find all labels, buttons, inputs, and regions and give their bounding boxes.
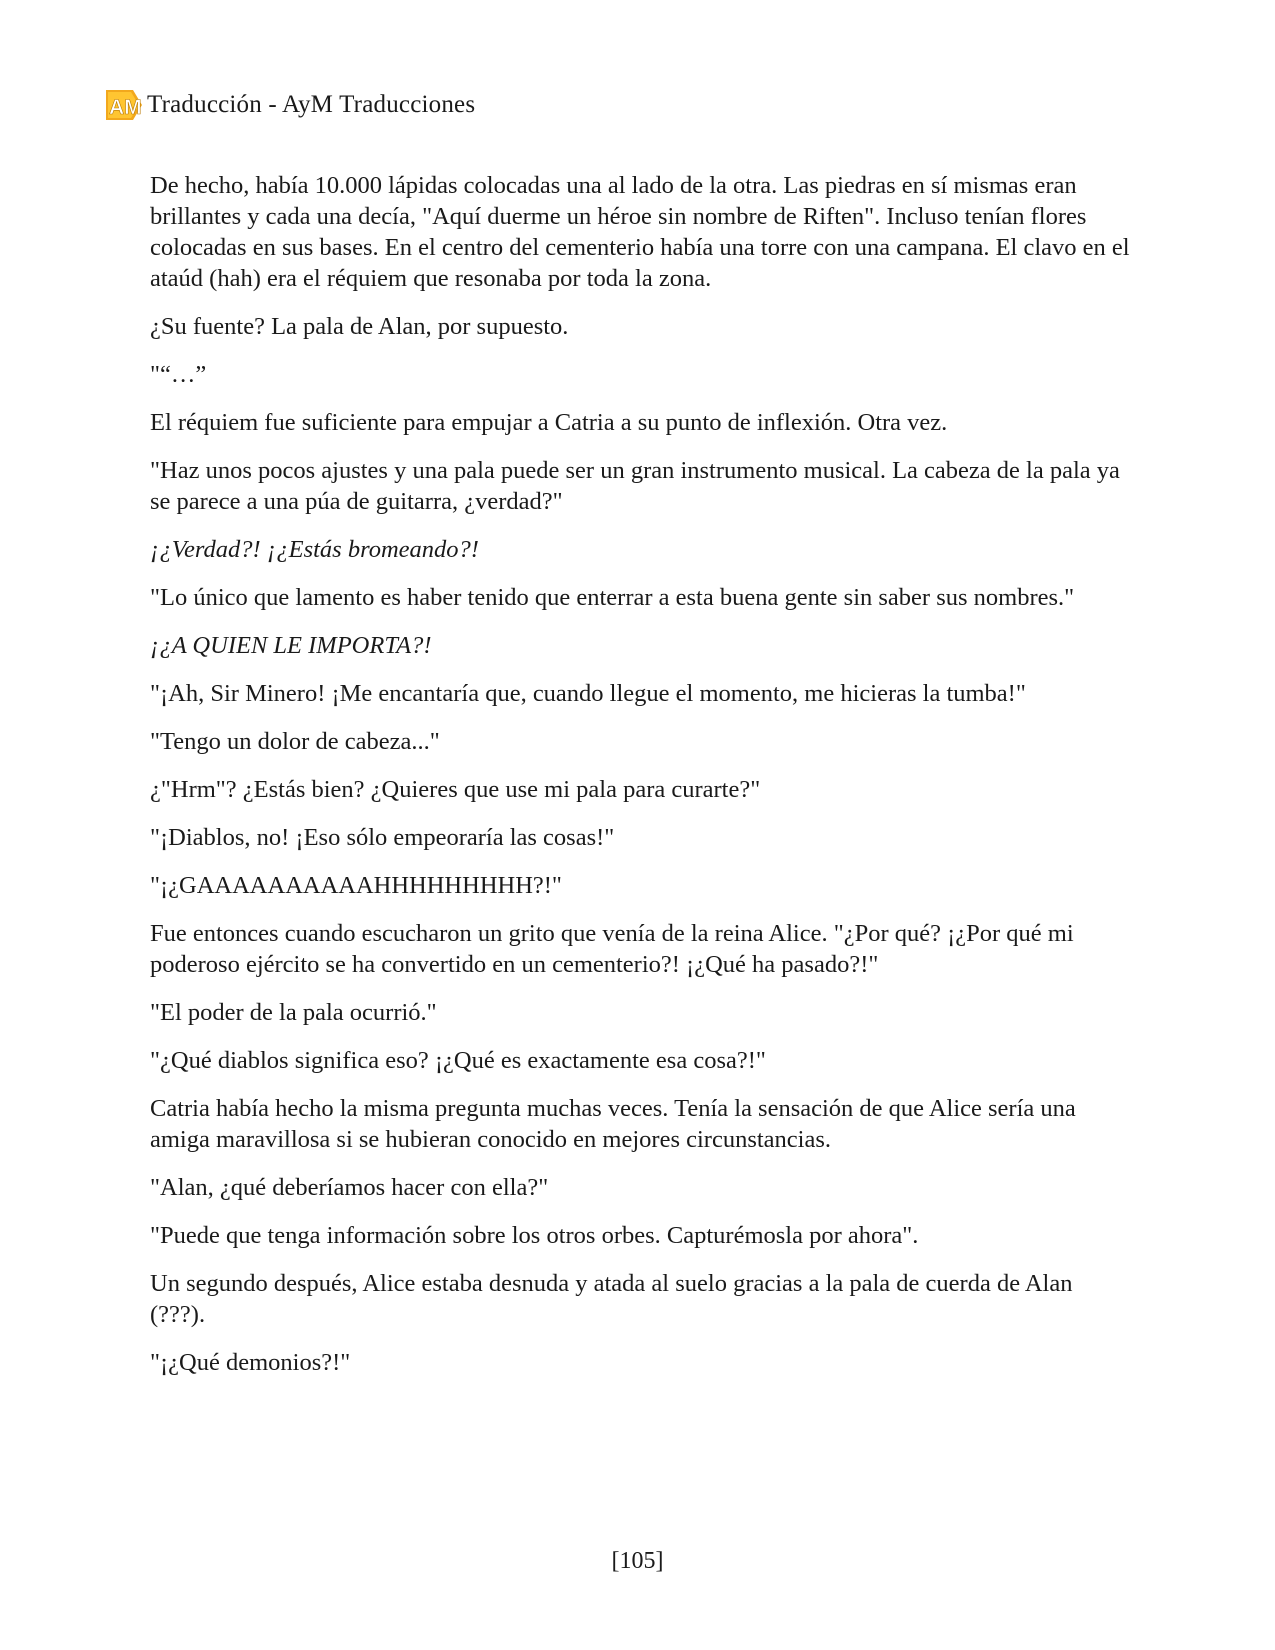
paragraph: "Alan, ¿qué deberíamos hacer con ella?" bbox=[150, 1174, 549, 1201]
svg-text:AM: AM bbox=[109, 96, 142, 119]
paragraph: "Lo único que lamento es haber tenido que enterrar a esta buena gente sin saber sus nombres." bbox=[150, 584, 1075, 611]
paragraph: "Puede que tenga información sobre los otros orbes. Capturémosla por ahora". bbox=[150, 1222, 919, 1249]
header-title: Traducción - AyM Traducciones bbox=[147, 91, 476, 118]
paragraph: "¡¿Qué demonios?!" bbox=[150, 1349, 351, 1376]
paragraph: "¡Ah, Sir Minero! ¡Me encantaría que, cuando llegue el momento, me hicieras la tumba!" bbox=[150, 680, 1026, 707]
paragraph: ¿"Hrm"? ¿Estás bien? ¿Quieres que use mi pala para curarte?" bbox=[150, 776, 761, 803]
paragraph: El réquiem fue suficiente para empujar a Catria a su punto de inflexión. Otra vez. bbox=[150, 409, 948, 436]
paragraph: ¿Su fuente? La pala de Alan, por supuesto. bbox=[150, 313, 569, 340]
page-number: [105] bbox=[611, 1548, 664, 1574]
paragraph: Catria había hecho la misma pregunta muchas veces. Tenía la sensación de que Alice sería una amiga maravillosa si se hubieran conocido en mejores circunstancias. bbox=[150, 1095, 1076, 1153]
paragraph: "El poder de la pala ocurrió." bbox=[150, 999, 437, 1026]
paragraph: ¡¿A QUIEN LE IMPORTA?! bbox=[150, 632, 432, 659]
document-body bbox=[150, 170, 1130, 1395]
paragraph: ¡¿Verdad?! ¡¿Estás bromeando?! bbox=[150, 536, 479, 563]
aym-logo-icon bbox=[103, 89, 143, 121]
paragraph: Fue entonces cuando escucharon un grito que venía de la reina Alice. "¿Por qué? ¡¿Por qué mi poderoso ejército se ha convertido en un cementerio?! ¡¿Qué ha pasado?!" bbox=[150, 920, 1074, 978]
paragraph: "Haz unos pocos ajustes y una pala puede ser un gran instrumento musical. La cabeza de la pala ya se parece a una púa de guitarra, ¿verdad?" bbox=[150, 457, 1120, 515]
paragraph: "¿Qué diablos significa eso? ¡¿Qué es exactamente esa cosa?!" bbox=[150, 1047, 766, 1074]
paragraph: "Tengo un dolor de cabeza..." bbox=[150, 728, 440, 755]
paragraph: "¡Diablos, no! ¡Eso sólo empeoraría las cosas!" bbox=[150, 824, 615, 851]
page-header bbox=[103, 88, 475, 122]
paragraph: "¡¿GAAAAAAAAAAHHHHHHHHH?!" bbox=[150, 872, 562, 899]
paragraph: Un segundo después, Alice estaba desnuda y atada al suelo gracias a la pala de cuerda de Alan (???). bbox=[150, 1270, 1073, 1328]
paragraph: De hecho, había 10.000 lápidas colocadas una al lado de la otra. Las piedras en sí mismas eran brillantes y cada una decía, "Aquí duerme un héroe sin nombre de Riften". Incluso tenían flores colocadas en sus bases. En el centro del cementerio había una torre con una campana. El clavo en el ataúd (hah) era el réquiem que resonaba por toda la zona. bbox=[150, 172, 1130, 292]
paragraph: "“…” bbox=[150, 361, 207, 388]
